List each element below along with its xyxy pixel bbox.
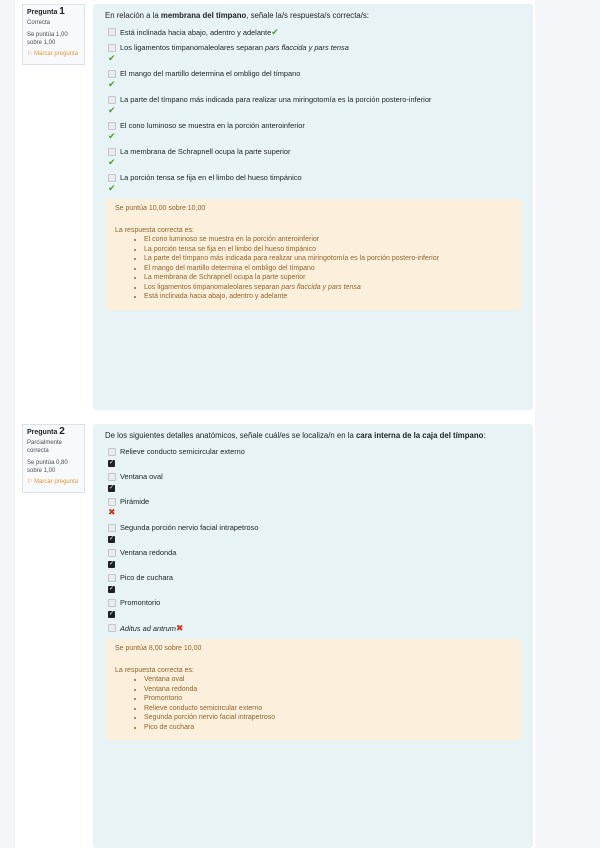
checked-box-icon: ✓ [108,536,115,542]
checked-box-icon: ✓ [108,460,115,466]
flag-label: Marcar pregunta [34,479,79,485]
answer-option [108,121,533,142]
question-state: Correcta [27,20,51,26]
answer-option [108,147,533,168]
answer-text-italic: pars flaccida y pars tensa [265,43,349,52]
answer-row [108,598,533,608]
right-answer-item [144,292,511,302]
question-text-bold: membrana del tímpano [160,11,247,20]
right-answer-item [144,245,511,255]
answer-checkbox[interactable] [108,174,116,182]
right-answer-text: Ventana redonda [144,685,198,693]
answer-mark [108,79,533,90]
answer-option [108,573,533,593]
answer-label [120,497,149,507]
answer-label [120,573,173,583]
checkmark-icon: ✔ [108,157,116,167]
right-answer-item [144,675,511,685]
right-answer-item [144,264,511,274]
right-answer-text: Promontorio [144,695,183,702]
answer-text: Ventana redonda [120,548,177,557]
checked-box-icon: ✓ [108,586,115,592]
right-answer-text-italic: pars flaccida y pars tensa [281,283,361,291]
right-answer-heading: La respuesta correcta es: [115,666,194,674]
answer-option [108,623,533,634]
right-answer-item [144,713,511,723]
answer-row [108,472,533,482]
answer-text: El cono luminoso se muestra en la porción anteroinferior [120,121,305,130]
answer-label [120,95,431,105]
right-answer-item [144,273,511,283]
right-answer-text: Ventana oval [144,676,185,683]
answer-option [108,173,533,194]
right-answer-text: Está inclinada hacia abajo, adentro y adelante [144,293,288,300]
question-grade: Se puntúa 0,80 sobre 1,00 [27,460,68,474]
answer-mark [108,157,533,168]
answer-option [108,598,533,618]
answer-mark [108,183,533,194]
answer-list [108,447,533,634]
answer-checkbox[interactable] [108,44,116,52]
answer-label [120,447,245,457]
right-answer-list [115,235,511,302]
question-text [105,430,515,441]
answer-label [120,147,291,157]
question-text-part: , señale la/s respuesta/s correcta/s: [246,11,369,20]
answer-mark [108,482,533,492]
right-answer-text: Segunda porción nervio facial intrapetroso [144,714,276,721]
answer-label [120,548,176,558]
answer-text: El mango del martillo determina el ombligo del tímpano [120,69,301,78]
answer-mark [108,583,533,593]
answer-checkbox[interactable] [108,624,116,632]
right-answer-item [144,254,511,264]
flag-question-link[interactable] [27,478,84,486]
question-number [27,428,84,437]
feedback-box [105,199,521,310]
answer-text: Relieve conducto semicircular externo [120,447,245,456]
question-text-part: : [483,431,486,440]
answer-text: Promontorio [120,598,161,607]
answer-checkbox[interactable] [108,96,116,104]
right-answer-list [115,675,511,732]
answer-text: Pirámide [120,497,150,506]
flag-question-link[interactable] [27,50,84,58]
answer-label [120,598,160,608]
cross-icon: ✖ [175,623,184,633]
answer-option [108,447,533,467]
right-answer-item [144,685,511,695]
answer-label [120,69,300,79]
answer-text: Ventana oval [120,472,163,481]
answer-mark [108,507,533,518]
answer-text: Pico de cuchara [120,573,173,582]
question-text-part: De los siguientes detalles anatómicos, señale cuál/es se localiza/n en la [105,431,356,440]
answer-checkbox[interactable] [108,122,116,130]
right-answer-text: Los ligamentos timpanomaleolares separan [144,283,282,291]
checked-box-icon: ✓ [108,611,115,617]
answer-option [108,43,533,64]
answer-option [108,497,533,518]
answer-mark [108,53,533,64]
answer-row [108,523,533,533]
answer-row [108,548,533,558]
answer-label [120,623,183,634]
answer-row [108,573,533,583]
question-formulation [93,424,533,848]
answer-checkbox[interactable] [108,549,116,557]
feedback-grade: Se puntúa 10,00 sobre 10,00 [115,205,206,212]
question-info [22,4,85,65]
answer-checkbox[interactable] [108,524,116,532]
answer-checkbox[interactable] [108,498,116,506]
answer-checkbox[interactable] [108,448,116,456]
answer-mark [108,533,533,543]
question-number-value: 2 [59,426,65,437]
question-state: Parcialmente correcta [27,440,63,454]
answer-checkbox[interactable] [108,70,116,78]
answer-text-italic: Aditus ad antrum [120,624,176,633]
answer-label [120,173,302,183]
right-answer-item [144,283,511,293]
answer-list [108,27,533,194]
answer-option [108,27,533,38]
answer-checkbox[interactable] [108,28,116,36]
right-answer-item [144,723,511,733]
right-answer-heading: La respuesta correcta es: [115,226,194,234]
answer-row [108,95,533,105]
answer-text: La membrana de Schrapnell ocupa la parte superior [120,147,291,156]
right-answer-text: El mango del martillo determina el ombligo del tímpano [144,264,315,272]
answer-checkbox[interactable] [108,574,116,582]
checkmark-icon: ✔ [271,27,279,37]
right-answer-text: Pico de cuchara [144,723,195,731]
answer-row [108,623,533,634]
checkmark-icon: ✔ [108,53,116,63]
answer-label [120,472,163,482]
answer-mark [108,608,533,618]
answer-text: Segunda porción nervio facial intrapetroso [120,523,259,532]
answer-row [108,173,533,183]
right-answer-text: La porción tensa se fija en el limbo del hueso timpánico [144,245,316,253]
question-2 [22,424,533,848]
right-answer-text: Relieve conducto semicircular externo [144,704,263,712]
question-text-part: En relación a la [105,11,161,20]
checked-box-icon: ✓ [108,561,115,567]
question-text-bold: cara interna de la caja del tímpano [355,431,484,440]
question-label: Pregunta [27,429,58,436]
answer-option [108,95,533,116]
cross-icon: ✖ [108,507,116,517]
checkmark-icon: ✔ [108,183,116,193]
checkmark-icon: ✔ [108,79,116,89]
flag-label: Marcar pregunta [34,51,79,57]
question-1 [22,4,533,410]
answer-checkbox[interactable] [108,148,116,156]
question-label: Pregunta [27,9,58,16]
answer-checkbox[interactable] [108,473,116,481]
right-answer-text: La parte del tímpano más indicada para realizar una miringotomía es la porción postero-inferior [144,255,439,262]
feedback-grade: Se puntúa 8,00 sobre 10,00 [115,645,202,652]
answer-option [108,548,533,568]
answer-row [108,43,533,53]
answer-label [120,27,279,38]
feedback-box [105,639,521,740]
answer-mark [108,457,533,467]
checked-box-icon: ✓ [108,485,115,491]
right-answer-item [144,704,511,714]
flag-icon: ⚐ [27,51,33,57]
answer-text: Los ligamentos timpanomaleolares separan [120,43,266,52]
answer-option [108,523,533,543]
answer-row [108,497,533,507]
answer-option [108,69,533,90]
answer-row [108,69,533,79]
answer-text: La porción tensa se fija en el limbo del hueso timpánico [120,173,302,182]
question-number-value: 1 [59,6,65,17]
answer-label [120,121,305,131]
answer-checkbox[interactable] [108,599,116,607]
question-formulation [93,4,533,410]
answer-row [108,27,533,38]
right-answer-item [144,235,511,245]
answer-option [108,472,533,492]
question-number [27,8,84,17]
answer-mark [108,105,533,116]
right-answer-item [144,694,511,704]
answer-label [120,523,258,533]
flag-icon: ⚐ [27,479,33,485]
checkmark-icon: ✔ [108,131,116,141]
checkmark-icon: ✔ [108,105,116,115]
answer-row [108,121,533,131]
answer-label [120,43,349,53]
answer-row [108,147,533,157]
question-grade: Se puntúa 1,00 sobre 1,00 [27,32,68,46]
answer-mark [108,131,533,142]
question-text [105,10,515,21]
right-answer-text: El cono luminoso se muestra en la porción anteroinferior [144,236,320,243]
answer-row [108,447,533,457]
answer-text: Está inclinada hacia abajo, adentro y adelante [120,28,272,37]
answer-mark [108,558,533,568]
right-answer-text: La membrana de Schrapnell ocupa la parte superior [144,274,306,281]
answer-text: La parte del tímpano más indicada para realizar una miringotomía es la porción postero-inferior [120,95,432,104]
question-info [22,424,85,493]
